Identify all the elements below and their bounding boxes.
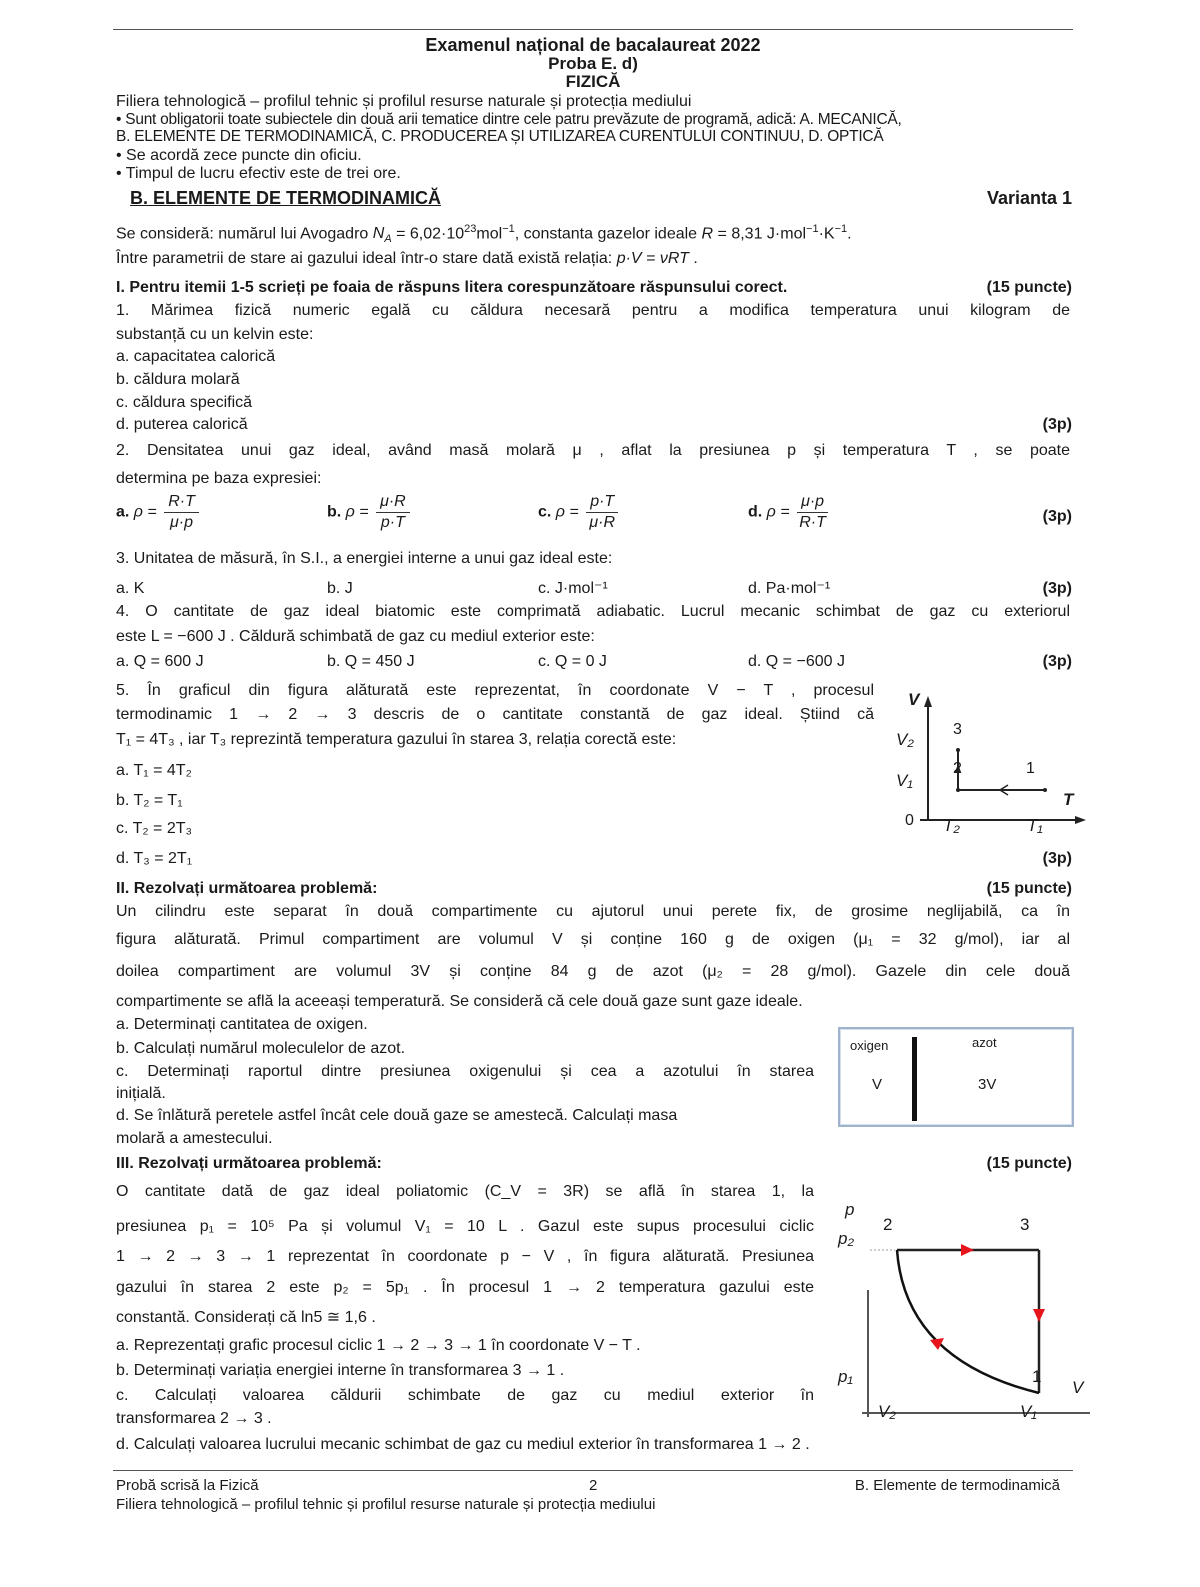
state-relation-line bbox=[116, 250, 698, 268]
part2-c2: inițială. bbox=[116, 1085, 166, 1102]
pv-point-2: 2 bbox=[883, 1215, 893, 1234]
vt-tick-t2: T₂ bbox=[943, 816, 960, 835]
denominator: p·T bbox=[380, 514, 405, 531]
part3-b: b. Determinați variația energiei interne în transformarea 3 → 1 . bbox=[116, 1362, 565, 1379]
denominator: R·T bbox=[799, 514, 826, 531]
q3-line1: 3. Unitatea de măsură, în S.I., a energiei interne a unui gaz ideal este: bbox=[116, 550, 613, 567]
q3-option-b: b. J bbox=[327, 580, 353, 597]
pv-point-3: 3 bbox=[1020, 1215, 1030, 1234]
fraction bbox=[376, 492, 410, 533]
q1-points: (3p) bbox=[1042, 416, 1072, 433]
numerator: μ·p bbox=[797, 492, 828, 513]
part2-heading: II. Rezolvați următoarea problemă: bbox=[116, 880, 378, 897]
part3-line3: 1 → 2 → 3 → 1 reprezentat în coordonate p − V , în figura alăturată. Presiunea bbox=[116, 1248, 814, 1265]
part2-b: b. Calculați numărul moleculelor de azot. bbox=[116, 1040, 406, 1057]
q4-option-a: a. Q = 600 J bbox=[116, 653, 204, 670]
part3-c1: c. Calculați valoarea căldurii schimbate de gaz cu mediul exterior în bbox=[116, 1387, 814, 1404]
part2-d1: d. Se înlătură peretele astfel încât cele două gaze se amestecă. Calculați masa bbox=[116, 1107, 678, 1124]
numerator: R·T bbox=[164, 492, 199, 513]
part2-line1: Un cilindru este separat în două compartimente cu ajutorul unui perete fix, de grosime neglijabilă, ca în bbox=[116, 903, 1070, 920]
top-rule bbox=[113, 29, 1073, 30]
compartment-oxygen-label: oxigen bbox=[850, 1038, 889, 1053]
part1-heading: I. Pentru itemii 1-5 scrieți pe foaia de răspuns litera corespunzătoare răspunsului corect. bbox=[116, 279, 788, 296]
part3-line1: O cantitate dată de gaz ideal poliatomic (C_V = 3R) se află în starea 1, la bbox=[116, 1183, 814, 1200]
q4-line2: este L = −600 J . Căldură schimbată de gaz cu mediul exterior este: bbox=[116, 628, 595, 645]
vt-origin: 0 bbox=[905, 812, 914, 829]
part3-d: d. Calculați valoarea lucrului mecanic schimbat de gaz cu mediul exterior în transformarea 1 → 2 . bbox=[116, 1436, 810, 1453]
vt-axis-v: V bbox=[908, 690, 920, 709]
compartment-oxygen-volume: V bbox=[872, 1076, 883, 1093]
q5-option-d: d. T₃ = 2T₁ bbox=[116, 850, 193, 867]
q5-option-a: a. T₁ = 4T₂ bbox=[116, 762, 192, 779]
relation-formula: p·V = νRT bbox=[616, 250, 689, 267]
footer-track: Filiera tehnologică – profilul tehnic și profilul resurse naturale și protecția mediului bbox=[116, 1496, 656, 1513]
section-title: B. ELEMENTE DE TERMODINAMICĂ bbox=[130, 188, 442, 208]
compartment-nitrogen-volume: 3V bbox=[978, 1076, 997, 1093]
part2-a: a. Determinați cantitatea de oxigen. bbox=[116, 1016, 368, 1033]
punct: . bbox=[688, 250, 698, 267]
q2-option-a bbox=[116, 492, 199, 533]
q5-option-b: b. T₂ = T₁ bbox=[116, 792, 183, 809]
avogadro-value: = 6,02·10 bbox=[391, 225, 465, 243]
option-lhs: ρ = bbox=[766, 503, 790, 521]
fraction bbox=[797, 492, 828, 533]
avogadro-symbol: $N_A$ bbox=[372, 225, 392, 246]
q2-option-c bbox=[538, 492, 618, 533]
part2-d2: molară a amestecului. bbox=[116, 1130, 273, 1147]
option-lhs: ρ = bbox=[555, 503, 579, 521]
part1-points: (15 puncte) bbox=[986, 279, 1072, 296]
instruction-3: • Timpul de lucru efectiv este de trei ore. bbox=[116, 165, 401, 182]
part3-points: (15 puncte) bbox=[986, 1155, 1072, 1172]
option-label: d. bbox=[748, 503, 763, 521]
pv-tick-v2: V₂ bbox=[878, 1402, 896, 1421]
q1-line2: substanță cu un kelvin este: bbox=[116, 326, 314, 343]
q5-line1: 5. În graficul din figura alăturată este reprezentat, în coordonate V − T , procesul bbox=[116, 682, 874, 699]
pv-point-1: 1 bbox=[1032, 1367, 1042, 1386]
q2-option-d bbox=[748, 492, 828, 533]
footer-right: B. Elemente de termodinamică bbox=[854, 1477, 1060, 1494]
q3-option-a: a. K bbox=[116, 580, 145, 597]
instruction-1a: • Sunt obligatorii toate subiectele din două arii tematice dintre cele patru prevăzute de programă, adică: A. MECANICĂ, bbox=[116, 111, 902, 128]
pv-graph-figure bbox=[820, 1190, 1100, 1430]
q1-option-d: d. puterea calorică bbox=[116, 416, 248, 433]
part3-line2: presiunea p₁ = 10⁵ Pa și volumul V₁ = 10 L . Gazul este supus procesului ciclic bbox=[116, 1218, 814, 1235]
instruction-1b: B. ELEMENTE DE TERMODINAMICĂ, C. PRODUCEREA ȘI UTILIZAREA CURENTULUI CONTINUU, D. OPTICĂ bbox=[116, 128, 884, 145]
exam-title: Examenul național de bacalaureat 2022 bbox=[425, 35, 761, 55]
vt-point-2: 2 bbox=[953, 760, 962, 777]
denominator: μ·p bbox=[170, 514, 194, 531]
q5-option-c: c. T₂ = 2T₃ bbox=[116, 820, 193, 837]
vt-axis-t: T bbox=[1063, 790, 1074, 809]
q3-option-c: c. J·mol⁻¹ bbox=[538, 580, 608, 597]
vt-tick-v1: V₁ bbox=[896, 771, 913, 790]
footer-page-number: 2 bbox=[589, 1477, 598, 1494]
vt-point-1: 1 bbox=[1026, 760, 1035, 777]
part2-points: (15 puncte) bbox=[986, 880, 1072, 897]
cylinder-figure bbox=[838, 1027, 1074, 1127]
part3-line4: gazului în starea 2 este p₂ = 5p₁ . În procesul 1 → 2 temperatura gazului este bbox=[116, 1279, 814, 1296]
avogadro-exp: 23 bbox=[464, 223, 477, 235]
instruction-2: • Se acordă zece puncte din oficiu. bbox=[116, 147, 362, 164]
fraction bbox=[586, 492, 618, 533]
variant-label: Varianta 1 bbox=[986, 188, 1072, 208]
part2-line4: compartimente se află la aceeași temperatură. Se consideră că cele două gaze sunt gaze ideale. bbox=[116, 993, 803, 1010]
gas-constant-symbol: R bbox=[701, 225, 714, 243]
q1-option-b: b. căldura molară bbox=[116, 371, 240, 388]
relation-text: Între parametrii de stare ai gazului ideal într-o stare dată există relația: bbox=[116, 250, 617, 267]
footer-rule bbox=[113, 1470, 1073, 1471]
pv-axis-v: V bbox=[1072, 1378, 1084, 1397]
part3-line5: constantă. Considerați că ln5 ≅ 1,6 . bbox=[116, 1309, 376, 1326]
q4-option-d: d. Q = −600 J bbox=[748, 653, 845, 670]
constants-text: , constanta gazelor ideale bbox=[514, 225, 702, 243]
constants-line: Se consideră: numărul lui Avogadro $N_A = 6,02\cdot 10^{23}mol^{-1}$, constanta gazelor ideale R = 8,31 $J\cdot mol^{-1}\cdot K^{-1}$. bbox=[116, 223, 852, 246]
q2-line1: 2. Densitatea unui gaz ideal, având masă molară μ , aflat la presiunea p și temperatura T , se poate bbox=[116, 442, 1070, 459]
q3-points: (3p) bbox=[1042, 580, 1072, 597]
part2-line2: figura alăturată. Primul compartiment are volumul V și conține 160 g de oxigen (μ₁ = 32 g/mol), iar al bbox=[116, 931, 1070, 948]
exp: −1 bbox=[806, 223, 819, 235]
q3-option-d: d. Pa·mol⁻¹ bbox=[748, 580, 831, 597]
part2-line3: doilea compartiment are volumul 3V și conține 84 g de azot (μ₂ = 28 g/mol). Gazele din cele două bbox=[116, 963, 1070, 980]
exp: −1 bbox=[502, 223, 515, 235]
q2-points: (3p) bbox=[1042, 508, 1072, 525]
q2-line2: determina pe baza expresiei: bbox=[116, 470, 322, 487]
vt-tick-t1: T₁ bbox=[1027, 816, 1043, 835]
pv-axis-p: p bbox=[845, 1200, 855, 1219]
unit: ·K bbox=[818, 225, 835, 243]
exam-probe: Proba E. d) bbox=[548, 54, 638, 73]
part2-c1: c. Determinați raportul dintre presiunea oxigenului și cea a azotului în starea bbox=[116, 1063, 814, 1080]
numerator: μ·R bbox=[376, 492, 410, 513]
option-lhs: ρ = bbox=[133, 503, 157, 521]
q2-option-b bbox=[327, 492, 410, 533]
pv-tick-p2: p₂ bbox=[838, 1229, 854, 1248]
vt-point-3: 3 bbox=[953, 721, 962, 738]
q1-line1: 1. Mărimea fizică numeric egală cu căldura necesară pentru a modifica temperatura unui kilogram de bbox=[116, 302, 1070, 319]
exam-track: Filiera tehnologică – profilul tehnic și profilul resurse naturale și protecția mediului bbox=[116, 93, 692, 110]
constants-text: Se consideră: numărul lui Avogadro bbox=[116, 225, 373, 243]
q5-points: (3p) bbox=[1042, 850, 1072, 867]
q5-line3: T₁ = 4T₃ , iar T₃ reprezintă temperatura gazului în starea 3, relația corectă este: bbox=[116, 731, 677, 748]
part3-heading: III. Rezolvați următoarea problemă: bbox=[116, 1155, 382, 1172]
vt-tick-v2: V₂ bbox=[896, 730, 914, 749]
q4-option-c: c. Q = 0 J bbox=[538, 653, 607, 670]
option-label: a. bbox=[116, 503, 130, 521]
denominator: μ·R bbox=[589, 514, 616, 531]
pv-tick-v1: V₁ bbox=[1020, 1402, 1037, 1421]
q4-line1: 4. O cantitate de gaz ideal biatomic este comprimată adiabatic. Lucrul mecanic schimbat de gaz cu exteriorul bbox=[116, 603, 1070, 620]
option-label: c. bbox=[538, 503, 552, 521]
numerator: p·T bbox=[586, 492, 618, 513]
option-lhs: ρ = bbox=[345, 503, 369, 521]
gas-constant-value: = 8,31 J·mol bbox=[713, 225, 807, 243]
q4-option-b: b. Q = 450 J bbox=[327, 653, 415, 670]
part3-c2: transformarea 2 → 3 . bbox=[116, 1410, 272, 1427]
q5-line2: termodinamic 1 → 2 → 3 descris de o cantitate constantă de gaz ideal. Știind că bbox=[116, 706, 874, 723]
exam-subject: FIZICĂ bbox=[565, 72, 621, 91]
compartment-nitrogen-label: azot bbox=[972, 1035, 997, 1050]
fraction bbox=[164, 492, 199, 533]
avogadro-unit: mol bbox=[476, 225, 503, 243]
part3-a: a. Reprezentați grafic procesul ciclic 1 → 2 → 3 → 1 în coordonate V − T . bbox=[116, 1337, 641, 1354]
q1-option-c: c. căldura specifică bbox=[116, 394, 253, 411]
exp: −1 bbox=[834, 223, 848, 235]
q4-points: (3p) bbox=[1042, 653, 1072, 670]
option-label: b. bbox=[327, 503, 342, 521]
separating-wall bbox=[912, 1037, 917, 1121]
pv-tick-p1: p₁ bbox=[838, 1367, 853, 1386]
footer-left: Probă scrisă la Fizică bbox=[116, 1477, 259, 1494]
q1-option-a: a. capacitatea calorică bbox=[116, 348, 276, 365]
